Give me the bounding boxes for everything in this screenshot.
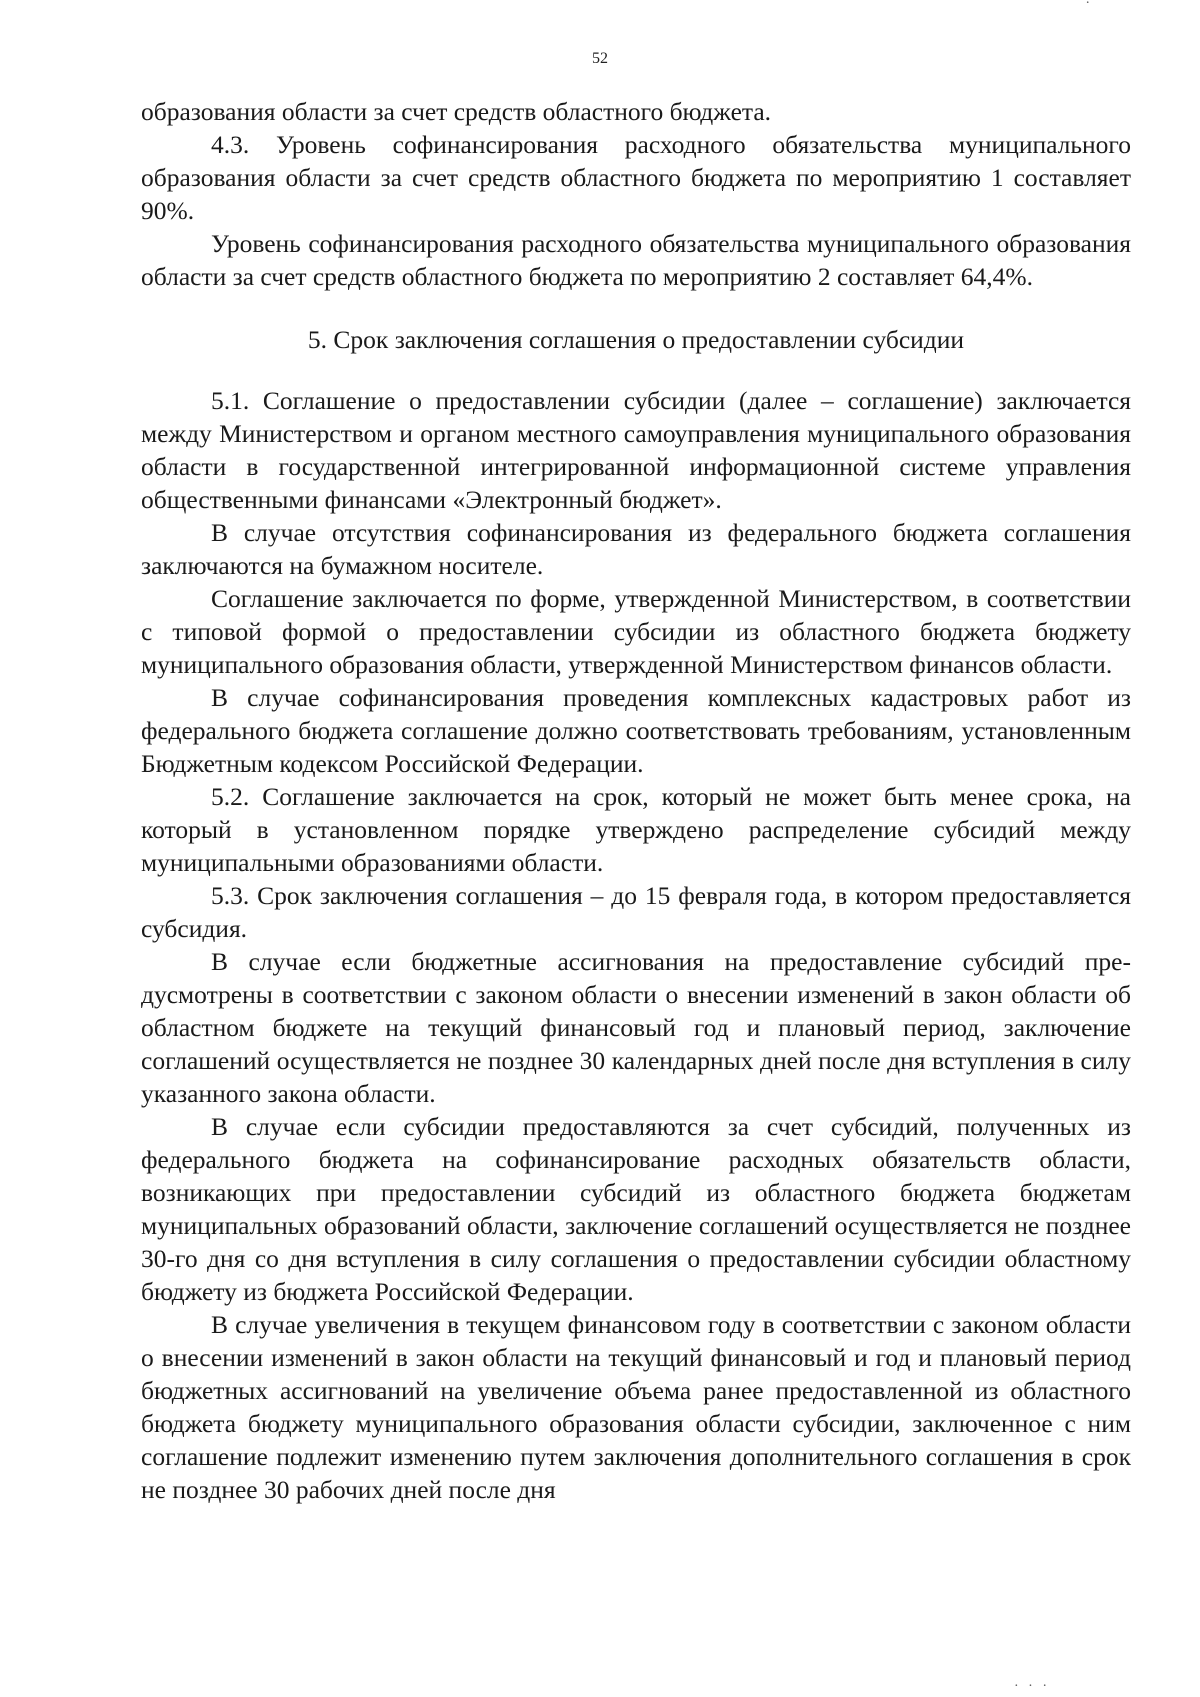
paragraph-5-2: 5.2. Соглашение заключается на срок, который не может быть менее срока, на который в установленном порядке утверждено распределение субсидий между муниципальными образованиями области. [141,782,1131,877]
paragraph-5-1: 5.1. Соглашение о предоставлении субсидии (далее – соглашение) заключается между Министерством и органом местного самоуправления муниципального образования области в государственной интегрированной информационной системе управления общественными финансами «Электронный бюджет». [141,386,1131,514]
paragraph-agreement-form: Соглашение заключается по форме, утвержденной Министерством, в соответствии с типовой формой о предоставлении субсидии из областного бюджета бюджету муниципального образования области, утвержденной Министерством финансов области. [141,584,1131,679]
paragraph-5-3: 5.3. Срок заключения соглашения – до 15 февраля года, в котором предоставляется субсидия. [141,881,1131,943]
page-number: 52 [592,50,608,67]
paragraph-paper-agreement: В случае отсутствия софинансирования из федерального бюджета соглашения заключаются на бумажном носителе. [141,518,1131,580]
paragraph-cofinancing-level-2: Уровень софинансирования расходного обязательства муниципального образования области за счет средств областного бюджета по мероприятию 2 составляет 64,4%. [141,229,1131,291]
paragraph-continuation: образования области за счет средств областного бюджета. [141,97,772,126]
paragraph-additional-agreement: В случае увеличения в текущем финансовом году в соответствии с законом области о внесении изменений в закон области на текущий финансовый и год и плановый период бюджетных ассигнований на увеличение объема ранее предоставленной из областного бюджета бюджету муниципального образования области субсидии, заключенное с ним соглашение подлежит изменению путем заключения дополнительного соглашения в срок не позднее 30 рабочих дней после дня [141,1310,1131,1504]
paragraph-budget-amendment: В случае если бюджетные ассигнования на предоставление субсидий предусмотрены в соответствии с законом области о внесении изменений в закон области об областном бюджете на текущий финансовый год и плановый период, заключение соглашений осуществляется не позднее 30 календарных дней после дня вступления в силу указанного закона области. [141,947,1131,1108]
document-body [141,95,1131,1506]
section-heading-5: 5. Срок заключения соглашения о предоставлении субсидии [307,325,965,354]
scan-mark-bottom-right: · · · [1014,1679,1050,1694]
paragraph-4-3: 4.3. Уровень софинансирования расходного обязательства муниципального образования области за счет средств областного бюджета по мероприятию 1 составляет 90%. [141,130,1131,225]
paragraph-cadastral-works: В случае софинансирования проведения комплексных кадастровых работ из федерального бюджета соглашение должно соответствовать требованиям, установленным Бюджетным кодексом Российской Федерации. [141,683,1131,778]
scan-mark-top-right: · [1085,0,1090,11]
paragraph-federal-subsidies: В случае если субсидии предоставляются за счет субсидий, полученных из федерального бюджета на софинансирование расходных обязательств области, возникающих при предоставлении субсидий из областного бюджета бюджетам муниципальных образований области, заключение соглашений осуществляется не позднее 30-го дня со дня вступления в силу соглашения о предоставлении субсидии областному бюджету из бюджета Российской Федерации. [141,1112,1131,1306]
